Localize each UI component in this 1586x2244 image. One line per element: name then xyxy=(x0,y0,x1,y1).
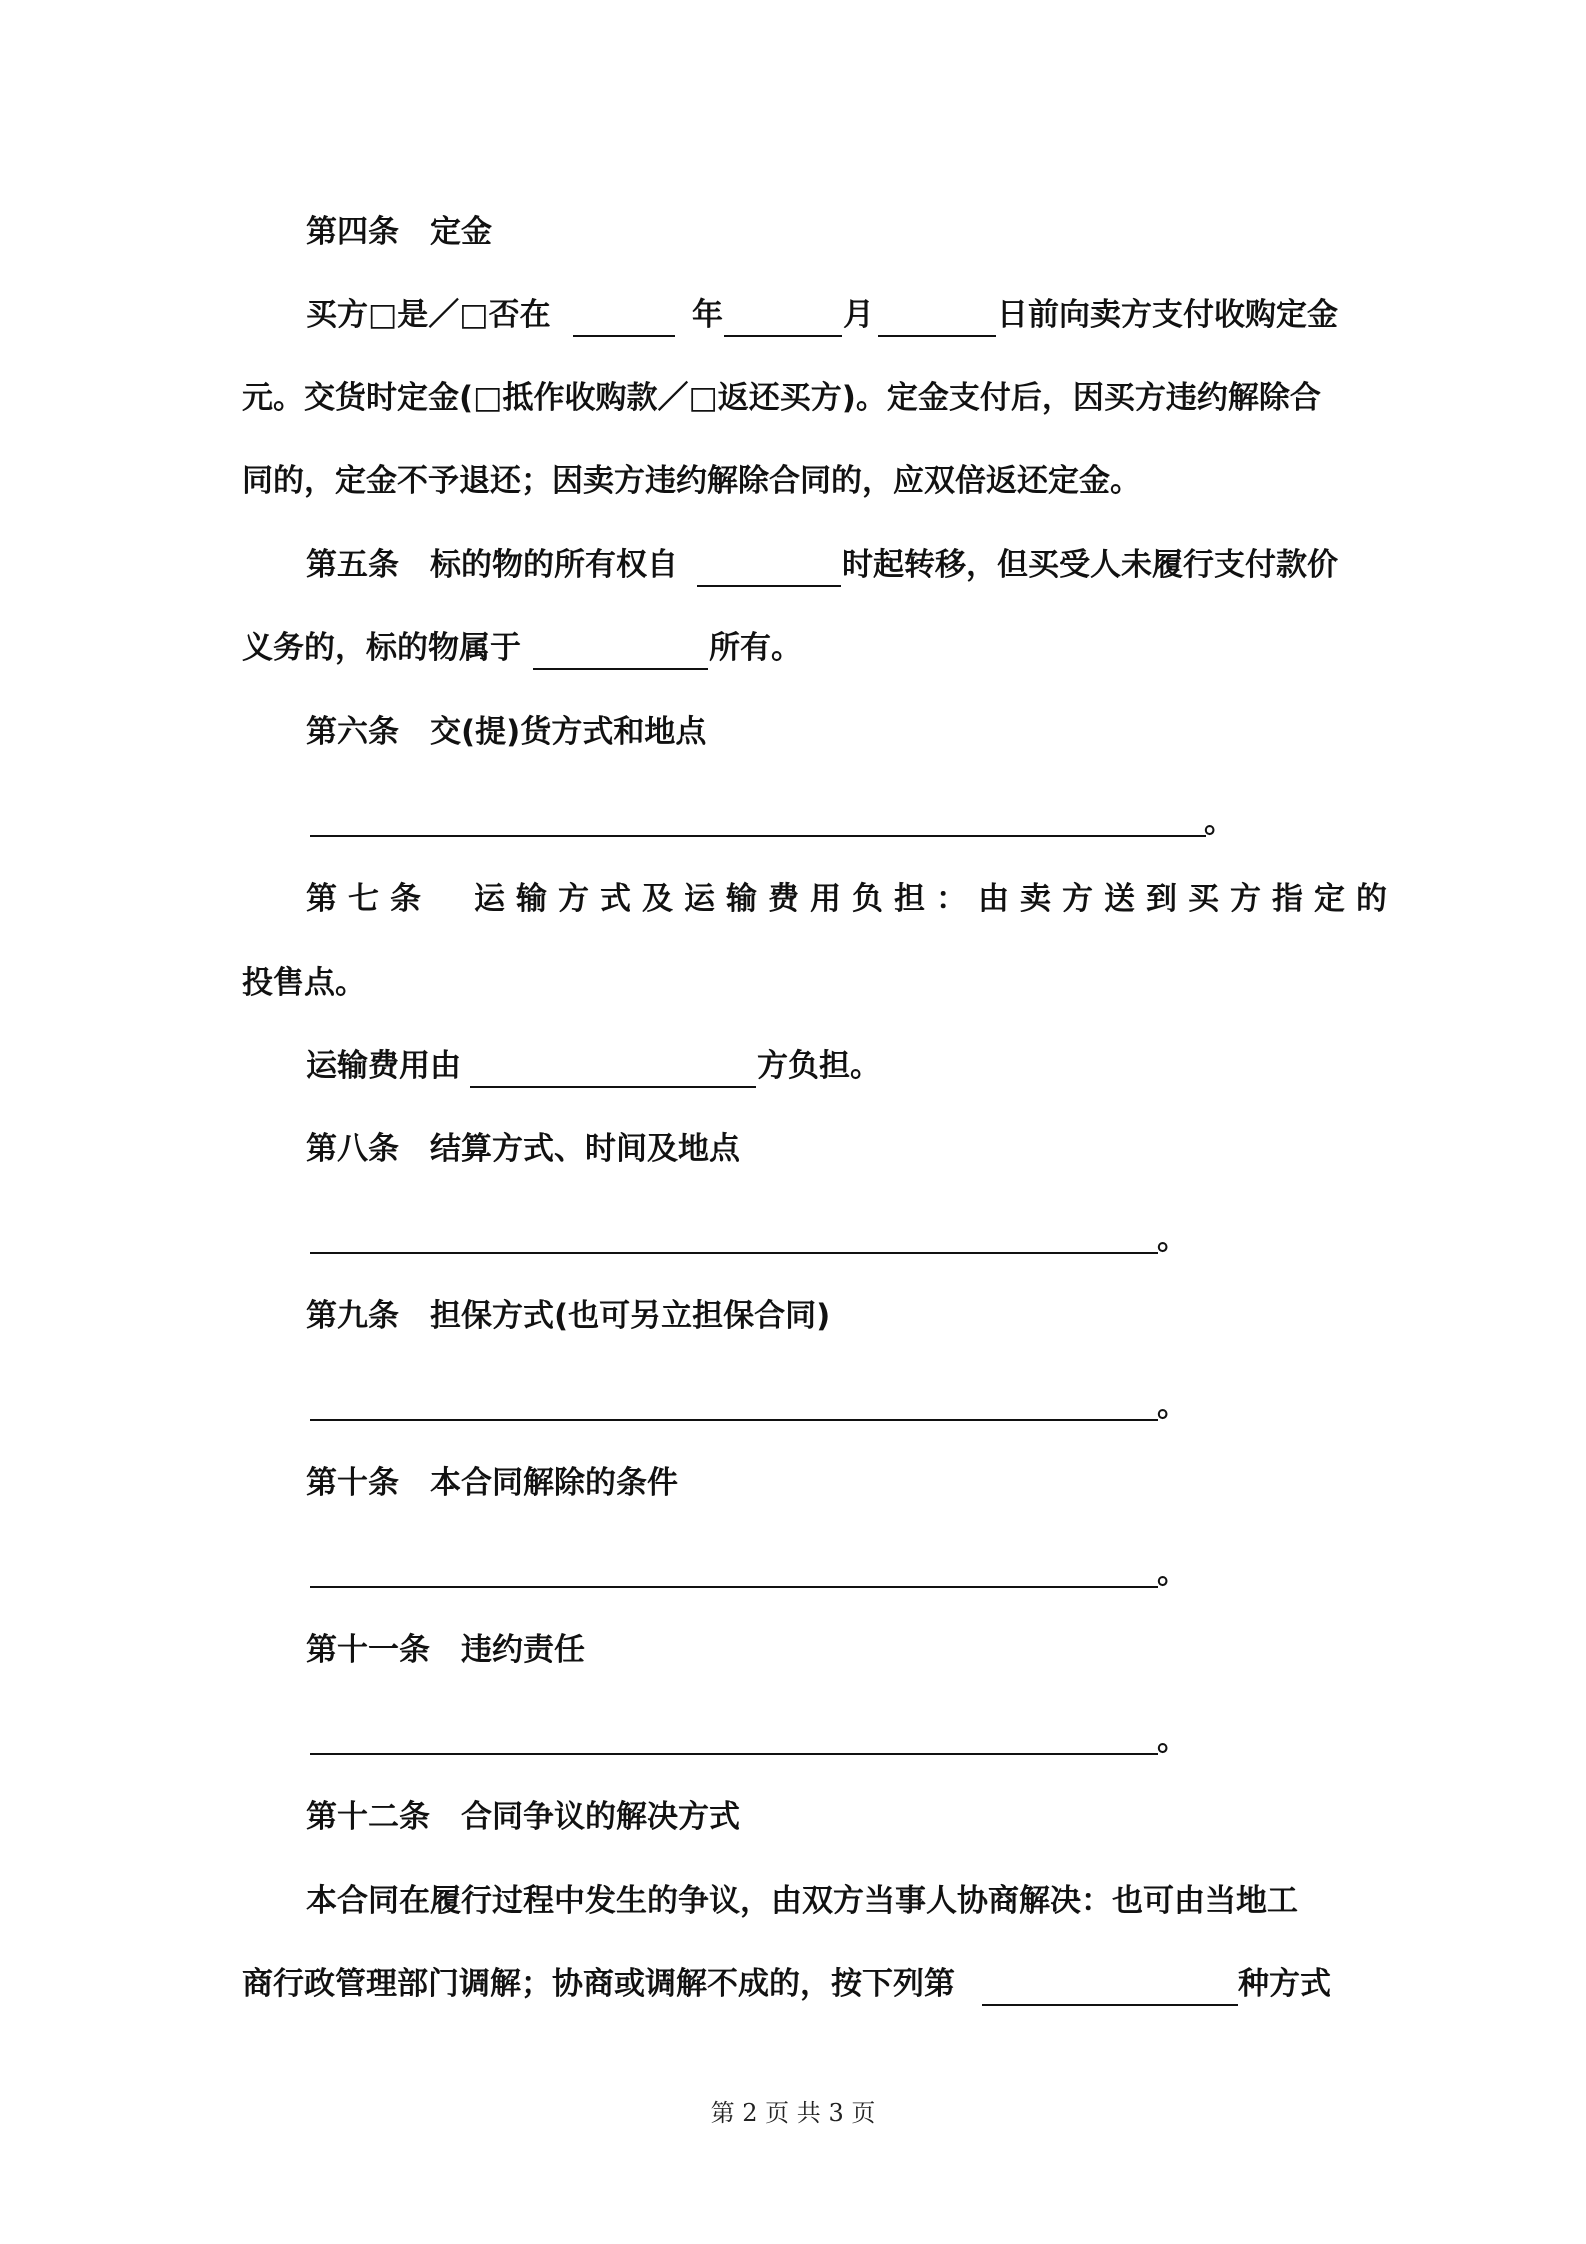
guarantee-method-blank[interactable] xyxy=(310,1419,1158,1421)
article-7-text-1: 第七条 运输方式及运输费用负担：由卖方送到买方指定的 xyxy=(306,881,1398,917)
deposit-month-blank[interactable] xyxy=(724,335,842,337)
transport-fee-bearer-blank[interactable] xyxy=(470,1086,756,1088)
article-7-text-3b: 方负担。 xyxy=(757,1048,881,1084)
article-5-text-2b: 所有。 xyxy=(709,630,802,666)
delivery-method-blank[interactable] xyxy=(310,835,1206,837)
termination-conditions-blank[interactable] xyxy=(310,1586,1158,1588)
article-4-text-3: 同的，定金不予退还；因卖方违约解除合同的，应双倍返还定金。 xyxy=(242,463,1141,499)
article-5-text-1a: 第五条 标的物的所有权自 xyxy=(306,547,678,583)
deposit-year-blank[interactable] xyxy=(573,335,675,337)
settlement-method-blank[interactable] xyxy=(310,1252,1158,1254)
article-8-heading: 第八条 结算方式、时间及地点 xyxy=(306,1131,740,1167)
article-11-heading: 第十一条 违约责任 xyxy=(306,1632,585,1668)
article-10-end-mark: 。 xyxy=(1157,1555,1188,1591)
article-5-text-2a: 义务的，标的物属于 xyxy=(242,630,521,666)
article-9-end-mark: 。 xyxy=(1157,1388,1188,1424)
article-6-end-mark: 。 xyxy=(1204,804,1235,840)
article-4-year-label: 年 xyxy=(692,297,723,333)
article-12-text-2b: 种方式 xyxy=(1238,1966,1331,2002)
article-12-text-1: 本合同在履行过程中发生的争议，由双方当事人协商解决：也可由当地工 xyxy=(306,1883,1298,1919)
article-7-text-2: 投售点。 xyxy=(242,965,366,1001)
article-11-end-mark: 。 xyxy=(1157,1722,1188,1758)
breach-liability-blank[interactable] xyxy=(310,1753,1158,1755)
article-9-heading: 第九条 担保方式(也可另立担保合同) xyxy=(306,1298,831,1334)
deposit-day-blank[interactable] xyxy=(878,335,996,337)
article-6-heading: 第六条 交(提)货方式和地点 xyxy=(306,714,707,750)
article-5-text-1b: 时起转移，但买受人未履行支付款价 xyxy=(842,547,1338,583)
ownership-holder-blank[interactable] xyxy=(533,668,708,670)
dispute-method-blank[interactable] xyxy=(982,2004,1238,2006)
article-4-month-label: 月 xyxy=(843,297,874,333)
article-4-text-1d: 日前向卖方支付收购定金 xyxy=(997,297,1338,333)
article-8-end-mark: 。 xyxy=(1157,1221,1188,1257)
article-4-text-2: 元。交货时定金(□抵作收购款／□返还买方)。定金支付后，因买方违约解除合 xyxy=(242,380,1321,416)
article-12-text-2a: 商行政管理部门调解；协商或调解不成的，按下列第 xyxy=(242,1966,955,2002)
article-7-text-3a: 运输费用由 xyxy=(306,1048,461,1084)
ownership-transfer-blank[interactable] xyxy=(697,585,841,587)
article-4-heading: 第四条 定金 xyxy=(306,214,492,250)
page-number: 第 2 页 共 3 页 xyxy=(710,2099,876,2127)
article-4-text-1a: 买方□是／□否在 xyxy=(306,297,551,333)
article-12-heading: 第十二条 合同争议的解决方式 xyxy=(306,1799,740,1835)
article-10-heading: 第十条 本合同解除的条件 xyxy=(306,1465,678,1501)
